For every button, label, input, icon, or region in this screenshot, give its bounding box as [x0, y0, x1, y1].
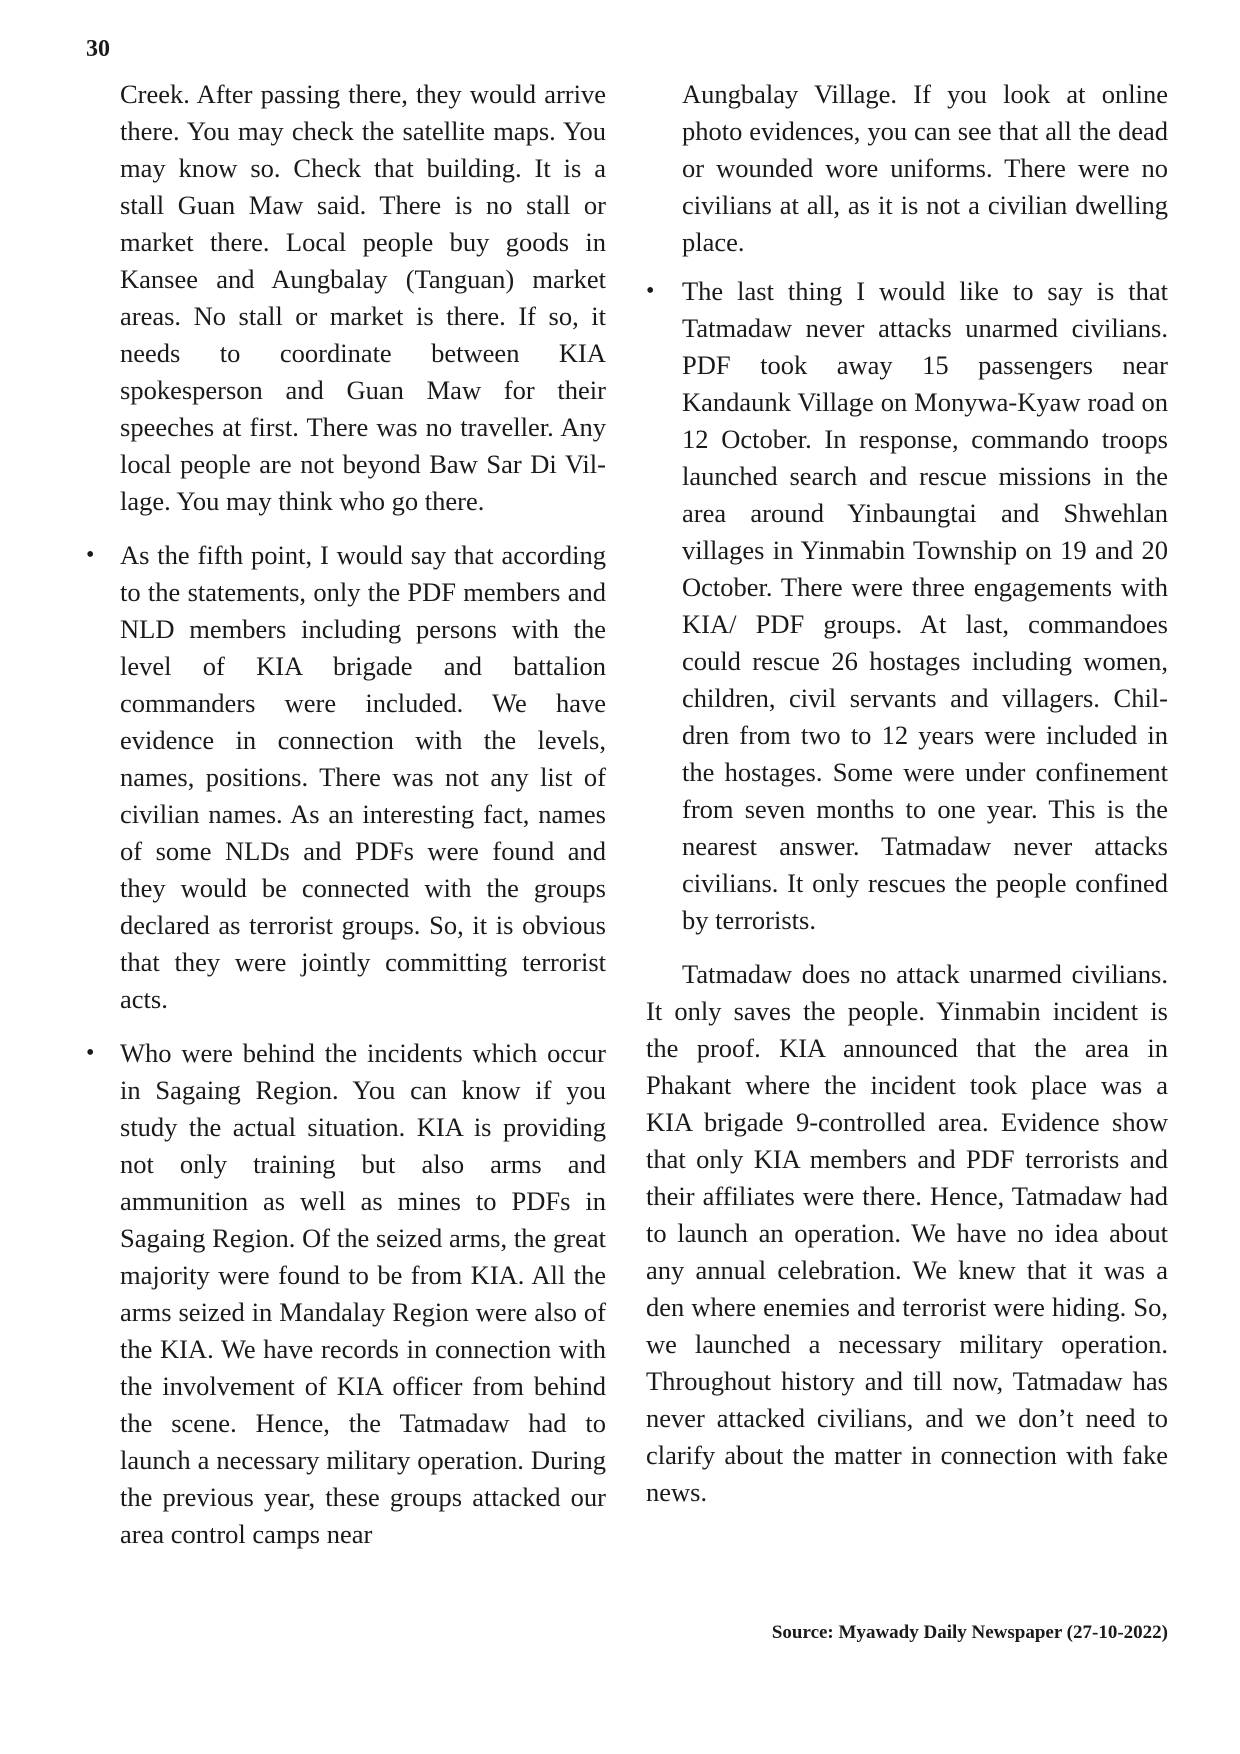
left-continuation-paragraph: Creek. After passing there, they would arrive there. You may check the satellite maps. You may know so. Check that building. It is a stall Guan Maw said. There is no stall or market there. Local people buy goods in Kansee and Aungbalay (Tanguan) market areas. No stall or market is there. If so, it needs to coordinate between KIA spokesperson and Guan Maw for their speeches at first. There was no traveller. Any local people are not beyond Baw Sar Di Village. You may think who go there.: [120, 79, 606, 516]
bullet-fifth-point: • As the fifth point, I would say that according to the statements, only the PDF members and NLD members including persons with the level of KIA brigade and battalion commanders were included. We have evidence in connection with the levels, names, positions. There was not any list of civilian names. As an interesting fact, names of some NLDs and PDFs were found and they would be connected with the groups declared as terrorist groups. So, it is obvious that they were jointly committing terrorist acts.: [86, 537, 606, 1018]
left-column: [86, 76, 606, 1570]
bullet-last-thing: • The last thing I would like to say is that Tatmadaw never attacks unarmed civilians. PDF took away 15 passengers near Kandaunk Village on Monywa-Kyaw road on 12 October. In response, commando troops launched search and rescue missions in the area around Yinbaungtai and Shwehlan villages in Yinmabin Township on 19 and 20 October. There were three engagements with KIA/ PDF groups. At last, commandoes could rescue 26 hostages including women, children, civil servants and villagers. Children from two to 12 years were included in the hostages. Some were under confinement from seven months to one year. This is the nearest answer. Tatmadaw never attacks civilians. It only rescues the people confined by terrorists.: [646, 273, 1168, 939]
right-continuation-paragraph: Aungbalay Village. If you look at online photo evidences, you can see that all the dead or wounded wore uniforms. There were no civilians at all, as it is not a civilian dwelling place.: [682, 79, 1168, 257]
right-bullet-list: [646, 273, 1168, 939]
closing-paragraph: Tatmadaw does no attack unarmed civilians. It only saves the people. Yinmabin incident is the proof. KIA announced that the area in Phakant where the incident took place was a KIA brigade 9-controlled area. Evidence show that only KIA members and PDF terrorists and their affiliates were there. Hence, Tatmadaw had to launch an operation. We have no idea about any annual celebration. We knew that it was a den where enemies and terrorist were hiding. So, we launched a necessary military operation. Throughout history and till now, Tatmadaw has never attacked civilians, and we don’t need to clarify about the matter in connection with fake news.: [646, 959, 1168, 1507]
left-bullet-list: [86, 537, 606, 1553]
page-number: 30: [86, 36, 110, 62]
bullet-sagaing-region: • Who were behind the incidents which occur in Sagaing Region. You can know if you study the actual situation. KIA is providing not only training but also arms and ammunition as well as mines to PDFs in Sagaing Region. Of the seized arms, the great majority were found to be from KIA. All the arms seized in Mandalay Region were also of the KIA. We have records in connection with the involvement of KIA officer from behind the scene. Hence, the Tatmadaw had to launch a necessary military operation. During the previous year, these groups attacked our area control camps near: [86, 1035, 606, 1553]
source-citation: Source: Myawady Daily Newspaper (27-10-2022): [771, 1622, 1168, 1643]
right-column: [646, 76, 1168, 1511]
